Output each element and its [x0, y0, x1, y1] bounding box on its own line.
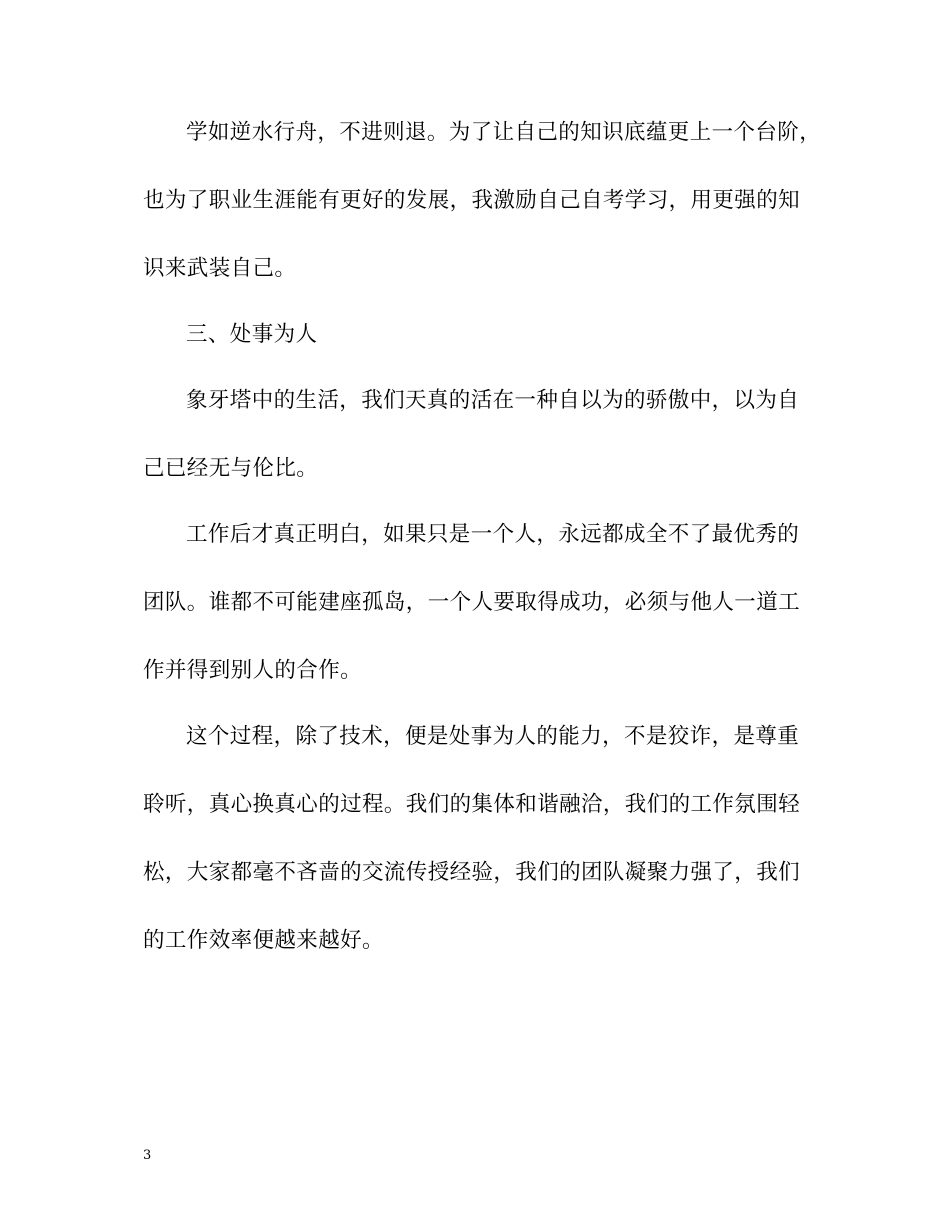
paragraph-line: 学如逆水行舟，不进则退。为了让自己的知识底蕴更上一个台阶，: [186, 120, 822, 145]
page-number: 3: [143, 1148, 152, 1163]
paragraph-process: [143, 722, 803, 956]
paragraph-line: 作并得到别人的合作。: [143, 658, 363, 683]
paragraph-line: 松，大家都毫不吝啬的交流传授经验，我们的团队凝聚力强了，我们: [143, 860, 801, 885]
paragraph-line: 己已经无与伦比。: [143, 456, 319, 481]
paragraph-line: 聆听，真心换真心的过程。我们的集体和谐融洽，我们的工作氛围轻: [143, 792, 801, 817]
paragraph-ivory-tower: [143, 386, 803, 484]
paragraph-line: 也为了职业生涯能有更好的发展，我激励自己自考学习，用更强的知: [143, 188, 801, 213]
paragraph-line: 这个过程，除了技术，便是处事为人的能力，不是狡诈，是尊重: [186, 724, 800, 749]
body-text: [143, 118, 822, 956]
paragraph-line: 工作后才真正明白，如果只是一个人，永远都成全不了最优秀的: [186, 522, 800, 547]
paragraph-teamwork: [143, 520, 803, 686]
paragraph-study: [143, 118, 822, 284]
paragraph-line: 识来武装自己。: [143, 256, 297, 281]
section-heading: 三、处事为人: [186, 322, 318, 347]
paragraph-line: 的工作效率便越来越好。: [143, 928, 384, 953]
paragraph-line: 团队。谁都不可能建座孤岛，一个人要取得成功，必须与他人一道工: [143, 590, 801, 615]
paragraph-line: 象牙塔中的生活，我们天真的活在一种自以为的骄傲中，以为自: [186, 388, 800, 413]
